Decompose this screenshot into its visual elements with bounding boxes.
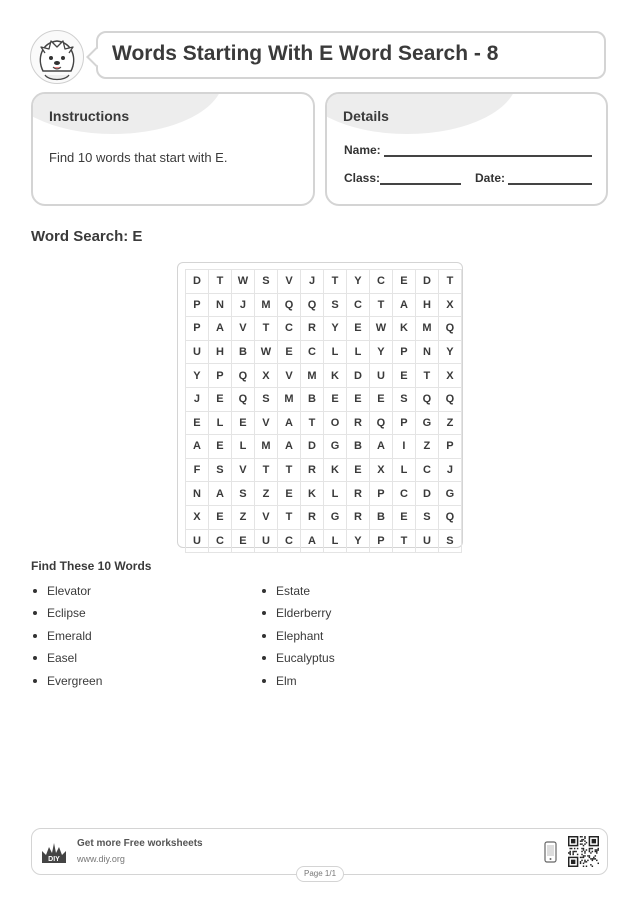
details-card bbox=[325, 92, 608, 206]
grid-cell[interactable]: M bbox=[301, 364, 324, 388]
grid-cell[interactable]: Y bbox=[186, 364, 209, 388]
grid-row bbox=[186, 458, 462, 482]
grid-cell[interactable]: V bbox=[278, 270, 301, 294]
grid-cell[interactable]: T bbox=[392, 529, 415, 553]
title-box bbox=[96, 31, 606, 79]
word-search-grid bbox=[177, 262, 463, 548]
grid-cell[interactable]: H bbox=[208, 340, 231, 364]
mascot-avatar bbox=[30, 30, 84, 84]
grid-row bbox=[186, 293, 462, 317]
grid-cell[interactable]: D bbox=[415, 482, 438, 506]
class-label: Class: bbox=[344, 171, 381, 185]
grid-row bbox=[186, 435, 462, 459]
date-label: Date: bbox=[475, 171, 506, 185]
page-title: Words Starting With E Word Search - 8 bbox=[112, 42, 499, 65]
grid-cell[interactable]: C bbox=[392, 482, 415, 506]
grid-cell[interactable]: S bbox=[415, 505, 438, 529]
grid-cell[interactable]: T bbox=[278, 458, 301, 482]
grid-row bbox=[186, 317, 462, 341]
grid-cell[interactable]: T bbox=[278, 505, 301, 529]
word-item: Easel bbox=[31, 647, 102, 669]
grid-row bbox=[186, 387, 462, 411]
grid-cell[interactable]: L bbox=[324, 340, 347, 364]
grid-cell[interactable]: S bbox=[231, 482, 254, 506]
grid-cell[interactable]: G bbox=[415, 411, 438, 435]
grid-cell[interactable]: O bbox=[324, 411, 347, 435]
instructions-heading: Instructions bbox=[49, 108, 130, 124]
grid-cell[interactable]: X bbox=[369, 458, 392, 482]
grid-cell[interactable]: Y bbox=[346, 270, 369, 294]
footer-url[interactable]: www.diy.org bbox=[77, 854, 125, 864]
grid-cell[interactable]: T bbox=[254, 458, 277, 482]
grid-cell[interactable]: D bbox=[301, 435, 324, 459]
grid-cell[interactable]: J bbox=[186, 387, 209, 411]
grid-cell[interactable]: V bbox=[231, 458, 254, 482]
grid-cell[interactable]: C bbox=[369, 270, 392, 294]
grid-cell[interactable]: E bbox=[231, 529, 254, 553]
grid-cell[interactable]: C bbox=[208, 529, 231, 553]
grid-cell[interactable]: Q bbox=[438, 387, 461, 411]
grid-cell[interactable]: A bbox=[278, 435, 301, 459]
grid-cell[interactable]: F bbox=[186, 458, 209, 482]
logo-text: DIY bbox=[48, 856, 60, 863]
grid-cell[interactable]: P bbox=[208, 364, 231, 388]
grid-cell[interactable]: S bbox=[254, 270, 277, 294]
grid-cell[interactable]: V bbox=[254, 411, 277, 435]
letter-grid bbox=[185, 269, 462, 553]
grid-cell[interactable]: Y bbox=[438, 340, 461, 364]
grid-cell[interactable]: Q bbox=[369, 411, 392, 435]
grid-cell[interactable]: L bbox=[208, 411, 231, 435]
grid-cell[interactable]: E bbox=[208, 387, 231, 411]
grid-row bbox=[186, 411, 462, 435]
grid-cell[interactable]: T bbox=[438, 270, 461, 294]
grid-cell[interactable]: Q bbox=[231, 387, 254, 411]
word-item: Eucalyptus bbox=[260, 647, 335, 669]
grid-cell[interactable]: P bbox=[369, 482, 392, 506]
grid-cell[interactable]: D bbox=[186, 270, 209, 294]
grid-cell[interactable]: G bbox=[324, 435, 347, 459]
mascot-icon bbox=[31, 31, 83, 83]
grid-cell[interactable]: B bbox=[346, 435, 369, 459]
grid-cell[interactable]: Q bbox=[438, 317, 461, 341]
grid-cell[interactable]: P bbox=[392, 340, 415, 364]
grid-cell[interactable]: U bbox=[369, 364, 392, 388]
name-field[interactable] bbox=[384, 155, 592, 157]
grid-cell[interactable]: Z bbox=[438, 411, 461, 435]
grid-cell[interactable]: C bbox=[346, 293, 369, 317]
grid-cell[interactable]: A bbox=[208, 482, 231, 506]
grid-cell[interactable]: P bbox=[438, 435, 461, 459]
word-list-right bbox=[260, 580, 335, 692]
grid-row bbox=[186, 505, 462, 529]
instructions-card bbox=[31, 92, 315, 206]
grid-cell[interactable]: R bbox=[346, 505, 369, 529]
grid-cell[interactable]: Y bbox=[369, 340, 392, 364]
footer-title: Get more Free worksheets bbox=[77, 838, 203, 849]
grid-cell[interactable]: A bbox=[186, 435, 209, 459]
grid-cell[interactable]: J bbox=[301, 270, 324, 294]
grid-cell[interactable]: E bbox=[369, 387, 392, 411]
grid-cell[interactable]: A bbox=[278, 411, 301, 435]
word-item: Elderberry bbox=[260, 602, 335, 624]
grid-cell[interactable]: E bbox=[346, 387, 369, 411]
grid-cell[interactable]: R bbox=[301, 317, 324, 341]
word-item: Emerald bbox=[31, 625, 102, 647]
grid-cell[interactable]: E bbox=[186, 411, 209, 435]
grid-row bbox=[186, 270, 462, 294]
word-item: Eclipse bbox=[31, 602, 102, 624]
grid-cell[interactable]: E bbox=[208, 505, 231, 529]
grid-cell[interactable]: R bbox=[346, 411, 369, 435]
grid-cell[interactable]: C bbox=[278, 317, 301, 341]
grid-cell[interactable]: E bbox=[324, 387, 347, 411]
grid-cell[interactable]: X bbox=[438, 293, 461, 317]
grid-cell[interactable]: E bbox=[231, 411, 254, 435]
grid-cell[interactable]: E bbox=[278, 340, 301, 364]
grid-cell[interactable]: U bbox=[254, 529, 277, 553]
grid-cell[interactable]: T bbox=[369, 293, 392, 317]
word-item: Elm bbox=[260, 670, 335, 692]
grid-cell[interactable]: W bbox=[231, 270, 254, 294]
grid-cell[interactable]: C bbox=[278, 529, 301, 553]
grid-cell[interactable]: B bbox=[301, 387, 324, 411]
grid-cell[interactable]: K bbox=[324, 458, 347, 482]
grid-cell[interactable]: L bbox=[324, 482, 347, 506]
grid-cell[interactable]: M bbox=[254, 293, 277, 317]
qr-code-icon bbox=[568, 836, 599, 867]
word-list-left bbox=[31, 580, 102, 692]
grid-cell[interactable]: E bbox=[392, 270, 415, 294]
grid-cell[interactable]: E bbox=[278, 482, 301, 506]
grid-cell[interactable]: X bbox=[186, 505, 209, 529]
grid-cell[interactable]: Z bbox=[415, 435, 438, 459]
grid-cell[interactable]: S bbox=[254, 387, 277, 411]
grid-cell[interactable]: T bbox=[324, 270, 347, 294]
grid-cell[interactable]: A bbox=[369, 435, 392, 459]
grid-cell[interactable]: M bbox=[278, 387, 301, 411]
grid-row bbox=[186, 529, 462, 553]
grid-cell[interactable]: Q bbox=[438, 505, 461, 529]
grid-cell[interactable]: V bbox=[231, 317, 254, 341]
grid-cell[interactable]: K bbox=[324, 364, 347, 388]
grid-cell[interactable]: E bbox=[346, 317, 369, 341]
grid-cell[interactable]: T bbox=[254, 317, 277, 341]
word-list-heading: Find These 10 Words bbox=[31, 559, 152, 573]
grid-cell[interactable]: I bbox=[392, 435, 415, 459]
grid-cell[interactable]: D bbox=[415, 270, 438, 294]
grid-cell[interactable]: P bbox=[392, 411, 415, 435]
puzzle-heading: Word Search: E bbox=[31, 228, 143, 245]
grid-cell[interactable]: R bbox=[301, 505, 324, 529]
grid-cell[interactable]: J bbox=[438, 458, 461, 482]
word-item: Elevator bbox=[31, 580, 102, 602]
grid-row bbox=[186, 364, 462, 388]
grid-cell[interactable]: L bbox=[324, 529, 347, 553]
grid-cell[interactable]: P bbox=[186, 317, 209, 341]
grid-cell[interactable]: Q bbox=[231, 364, 254, 388]
grid-row bbox=[186, 340, 462, 364]
grid-cell[interactable]: A bbox=[208, 317, 231, 341]
word-item: Estate bbox=[260, 580, 335, 602]
grid-cell[interactable]: H bbox=[415, 293, 438, 317]
grid-cell[interactable]: S bbox=[392, 387, 415, 411]
grid-cell[interactable]: A bbox=[392, 293, 415, 317]
grid-cell[interactable]: Z bbox=[231, 505, 254, 529]
grid-cell[interactable]: G bbox=[438, 482, 461, 506]
grid-cell[interactable]: U bbox=[415, 529, 438, 553]
grid-cell[interactable]: Y bbox=[346, 529, 369, 553]
grid-cell[interactable]: T bbox=[208, 270, 231, 294]
grid-cell[interactable]: D bbox=[346, 364, 369, 388]
grid-cell[interactable]: N bbox=[415, 340, 438, 364]
word-item: Evergreen bbox=[31, 670, 102, 692]
instructions-text: Find 10 words that start with E. bbox=[49, 150, 228, 165]
grid-cell[interactable]: Q bbox=[278, 293, 301, 317]
grid-cell[interactable]: S bbox=[324, 293, 347, 317]
grid-cell[interactable]: U bbox=[186, 340, 209, 364]
grid-cell[interactable]: M bbox=[415, 317, 438, 341]
grid-cell[interactable]: X bbox=[438, 364, 461, 388]
grid-cell[interactable]: Y bbox=[324, 317, 347, 341]
grid-cell[interactable]: C bbox=[301, 340, 324, 364]
grid-cell[interactable]: N bbox=[186, 482, 209, 506]
grid-cell[interactable]: K bbox=[392, 317, 415, 341]
grid-cell[interactable]: V bbox=[278, 364, 301, 388]
grid-row bbox=[186, 482, 462, 506]
diy-logo-icon bbox=[40, 839, 68, 865]
phone-icon bbox=[544, 841, 557, 863]
grid-cell[interactable]: G bbox=[324, 505, 347, 529]
grid-cell[interactable]: B bbox=[231, 340, 254, 364]
page-indicator: Page 1/1 bbox=[296, 866, 344, 882]
date-field[interactable] bbox=[508, 183, 592, 185]
grid-cell[interactable]: X bbox=[254, 364, 277, 388]
grid-cell[interactable]: J bbox=[231, 293, 254, 317]
name-label: Name: bbox=[344, 143, 381, 157]
grid-cell[interactable]: M bbox=[254, 435, 277, 459]
grid-cell[interactable]: E bbox=[392, 505, 415, 529]
word-item: Elephant bbox=[260, 625, 335, 647]
grid-cell[interactable]: W bbox=[369, 317, 392, 341]
class-field[interactable] bbox=[380, 183, 461, 185]
grid-cell[interactable]: U bbox=[186, 529, 209, 553]
grid-cell[interactable]: A bbox=[301, 529, 324, 553]
grid-cell[interactable]: K bbox=[301, 482, 324, 506]
grid-cell[interactable]: Q bbox=[301, 293, 324, 317]
grid-cell[interactable]: R bbox=[301, 458, 324, 482]
grid-cell[interactable]: R bbox=[346, 482, 369, 506]
grid-cell[interactable]: L bbox=[231, 435, 254, 459]
grid-cell[interactable]: Q bbox=[415, 387, 438, 411]
grid-cell[interactable]: T bbox=[415, 364, 438, 388]
grid-cell[interactable]: P bbox=[186, 293, 209, 317]
details-heading: Details bbox=[343, 108, 389, 124]
grid-cell[interactable]: V bbox=[254, 505, 277, 529]
grid-cell[interactable]: S bbox=[208, 458, 231, 482]
grid-cell[interactable]: P bbox=[369, 529, 392, 553]
grid-cell[interactable]: T bbox=[301, 411, 324, 435]
grid-cell[interactable]: B bbox=[369, 505, 392, 529]
grid-cell[interactable]: E bbox=[346, 458, 369, 482]
grid-cell[interactable]: S bbox=[438, 529, 461, 553]
grid-cell[interactable]: L bbox=[392, 458, 415, 482]
grid-cell[interactable]: N bbox=[208, 293, 231, 317]
grid-cell[interactable]: L bbox=[346, 340, 369, 364]
grid-cell[interactable]: E bbox=[208, 435, 231, 459]
grid-cell[interactable]: E bbox=[392, 364, 415, 388]
grid-cell[interactable]: W bbox=[254, 340, 277, 364]
grid-cell[interactable]: C bbox=[415, 458, 438, 482]
grid-cell[interactable]: Z bbox=[254, 482, 277, 506]
